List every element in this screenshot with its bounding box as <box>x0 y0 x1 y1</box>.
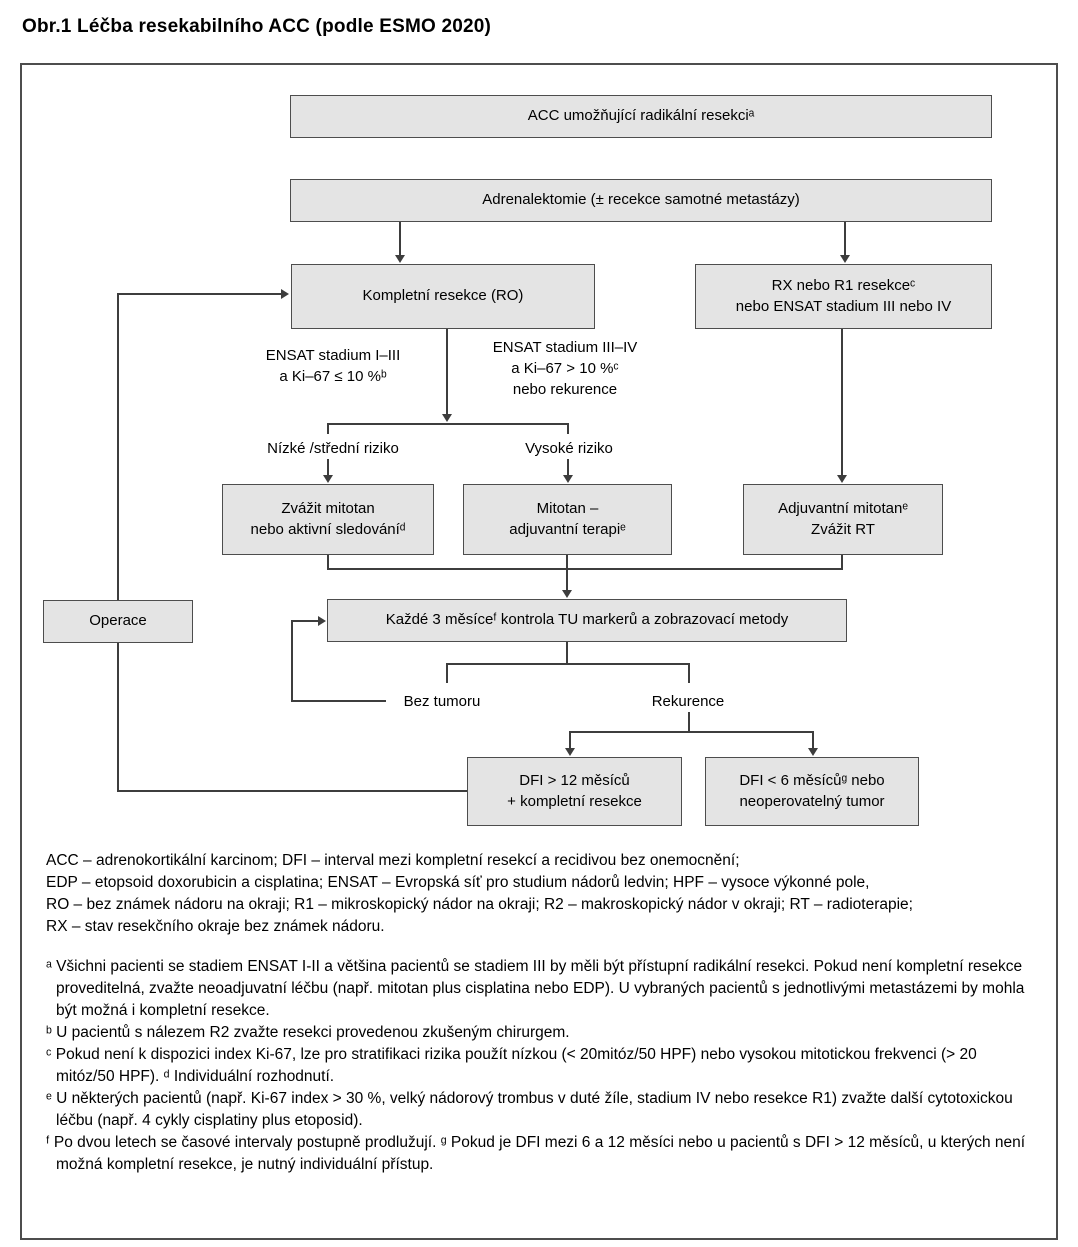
node-label-line: DFI > 12 měsíců <box>519 772 630 790</box>
connector-line <box>399 222 401 256</box>
node-adjuvantni-mitotan <box>743 484 943 555</box>
footnote: ᶠ Po dvou letech se časové intervaly postupně prodlužují. ᵍ Pokud je DFI mezi 6 a 12 měsíci nebo u pacientů s DFI > 12 měsíců, u kterých není možná kompletní resekce, je nutný individuální přístup. <box>46 1134 1026 1173</box>
arrowhead-down <box>323 475 333 483</box>
connector-line <box>327 423 569 425</box>
node-operace <box>43 600 193 643</box>
node-label-line: neoperovatelný tumor <box>739 792 885 810</box>
label-vysoke-riziko: Vysoké riziko <box>525 440 613 457</box>
node-rx-r1-resekce <box>695 264 992 329</box>
node-label-line: adjuvantní terapiᵉ <box>509 520 626 538</box>
legend-line: RX – stav resekčního okraje bez známek nádoru. <box>46 918 385 935</box>
label-line: a Ki–67 > 10 %ᶜ <box>511 360 619 377</box>
label-bez-tumoru: Bez tumoru <box>403 693 481 710</box>
label-line: nebo rekurence <box>512 381 618 398</box>
node-label-line: + kompletní resekce <box>507 792 642 810</box>
node-adrenalektomie <box>290 179 992 222</box>
abbreviation-legend <box>46 850 1038 938</box>
node-label: ACC umožňující radikální resekciᵃ <box>527 107 755 125</box>
figure-title: Obr.1 Léčba resekabilního ACC (podle ESMO 2020) <box>22 16 492 37</box>
node-mitotan-adjuvantni <box>463 484 672 555</box>
legend-line: EDP – etopsoid doxorubicin a cisplatina; ENSAT – Evropská síť pro studium nádorů ledvin; HPF – vysoce výkonné pole, <box>46 874 870 891</box>
connector-line <box>566 642 568 665</box>
connector-line <box>566 555 568 590</box>
node-label-line: DFI < 6 měsícůᵍ nebo <box>739 772 885 790</box>
connector-line <box>327 459 329 475</box>
label-line: ENSAT stadium I–III <box>265 347 401 364</box>
connector-line <box>446 329 448 415</box>
arrowhead-down <box>837 475 847 483</box>
legend-line: ACC – adrenokortikální karcinom; DFI – interval mezi kompletní resekcí a recidivou bez onemocnění; <box>46 852 740 869</box>
arrowhead-down <box>808 748 818 756</box>
node-label-line: Adjuvantní mitotanᵉ <box>778 500 908 518</box>
label-line: ENSAT stadium III–IV <box>492 339 638 356</box>
connector-line <box>446 663 690 665</box>
connector-line <box>446 663 448 683</box>
footnote: ᵃ Všichni pacienti se stadiem ENSAT I-II a většina pacientů se stadiem III by měli být přístupní radikální resekci. Pokud není kompletní resekce proveditelná, zvažte neoadjuvatní léčbu (např. mitotan plus cisplatina nebo EDP). U vybraných pacientů s jednotlivými metastázemi by mohla být možná i kompletní resekce. <box>46 958 1025 1019</box>
footnote: ᵇ U pacientů s nálezem R2 zvažte resekci provedenou zkušeným chirurgem. <box>46 1024 570 1041</box>
arrowhead-down <box>562 590 572 598</box>
connector-line <box>291 621 293 702</box>
arrowhead-right <box>318 616 326 626</box>
connector-line <box>569 731 814 733</box>
connector-line <box>117 293 119 792</box>
connector-line <box>844 222 846 256</box>
arrowhead-down <box>840 255 850 263</box>
footnote: ᵉ U některých pacientů (např. Ki-67 index > 30 %, velký nádorový trombus v duté žíle, stadium IV nebo resekce R1) zvažte další cytotoxickou léčbu (např. 4 cykly cisplatiny plus etoposid). <box>46 1090 1013 1129</box>
connector-line <box>569 731 571 749</box>
arrowhead-down <box>442 414 452 422</box>
node-label-line: RX nebo R1 resekceᶜ <box>771 277 916 295</box>
connector-line <box>812 731 814 749</box>
connector-line <box>327 568 843 570</box>
connector-line <box>291 700 386 702</box>
connector-line <box>841 329 843 475</box>
connector-line <box>327 423 329 434</box>
label-nizke-stredni-riziko: Nízké /střední riziko <box>267 440 399 457</box>
node-label-line: nebo aktivní sledováníᵈ <box>250 520 406 538</box>
node-label-line: Mitotan – <box>536 500 599 518</box>
connector-line <box>117 790 468 792</box>
node-zvazit-mitotan <box>222 484 434 555</box>
label-line: a Ki–67 ≤ 10 %ᵇ <box>279 368 387 385</box>
arrowhead-down <box>565 748 575 756</box>
connector-line <box>117 293 281 295</box>
node-label: Adrenalektomie (± recekce samotné metastázy) <box>482 191 800 209</box>
connector-line <box>567 423 569 434</box>
node-kontrola-tu-markeru <box>327 599 847 642</box>
node-kompletni-resekce <box>291 264 595 329</box>
node-dfi-mene-6 <box>705 757 919 826</box>
label-ensat-stadium-low <box>238 345 428 387</box>
footnote: ᶜ Pokud není k dispozici index Ki-67, lze pro stratifikaci rizika použít nízkou (< 20mitóz/50 HPF) nebo vysokou mitotickou frekvenci (> 20 mitóz/50 HPF). ᵈ Individuální rozhodnutí. <box>46 1046 977 1085</box>
node-label: Každé 3 měsíceᶠ kontrola TU markerů a zobrazovací metody <box>385 611 789 629</box>
node-label-line: Zvážit mitotan <box>281 500 375 518</box>
label-rekurence: Rekurence <box>651 693 725 710</box>
node-acc-radical-resection <box>290 95 992 138</box>
arrowhead-down <box>395 255 405 263</box>
node-label: Operace <box>89 612 147 630</box>
connector-line <box>688 712 690 733</box>
arrowhead-right <box>281 289 289 299</box>
node-label-line: Zvážit RT <box>811 520 875 538</box>
connector-line <box>291 620 318 622</box>
node-label-line: nebo ENSAT stadium III nebo IV <box>735 297 952 315</box>
connector-line <box>688 663 690 683</box>
footnotes-block <box>46 956 1038 1176</box>
label-ensat-stadium-high <box>470 337 660 400</box>
node-label: Kompletní resekce (RO) <box>362 287 524 305</box>
connector-line <box>567 459 569 475</box>
legend-line: RO – bez známek nádoru na okraji; R1 – mikroskopický nádor na okraji; R2 – makroskopický nádor v okraji; RT – radioterapie; <box>46 896 913 913</box>
arrowhead-down <box>563 475 573 483</box>
node-dfi-vice-12 <box>467 757 682 826</box>
